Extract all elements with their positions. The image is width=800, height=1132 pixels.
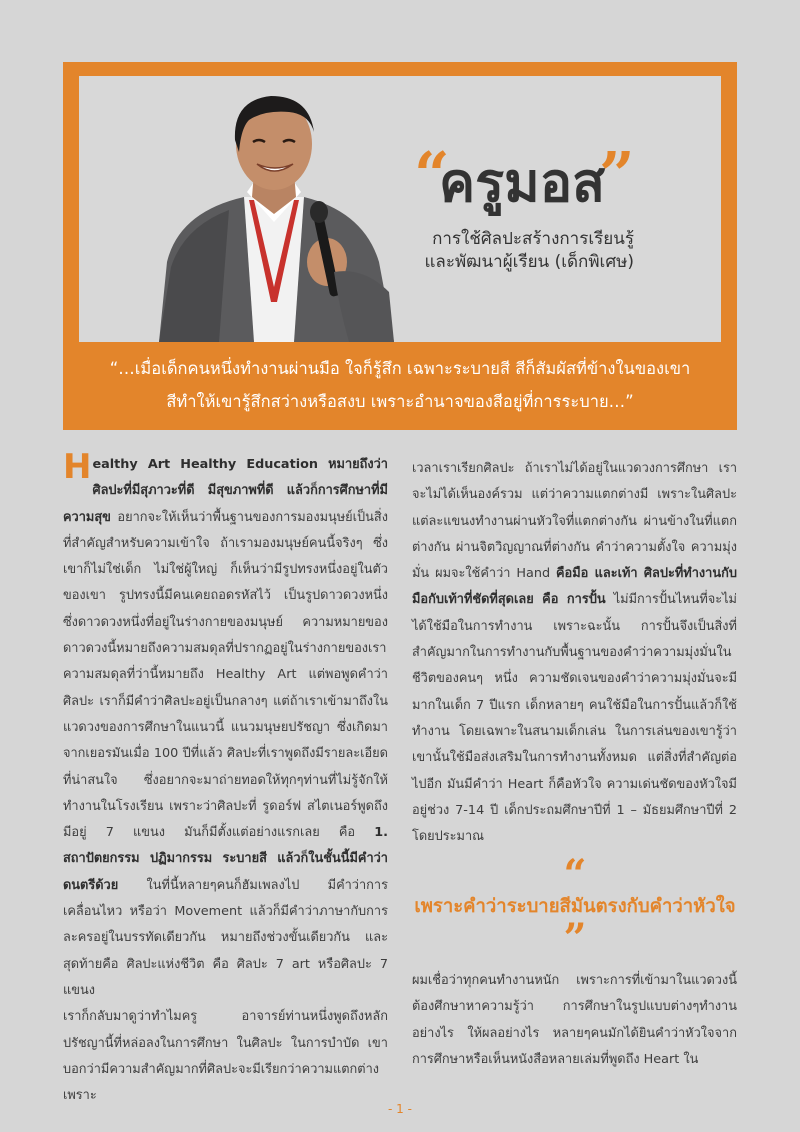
banner-quote-line-1: “…เมื่อเด็กคนหนึ่งทำงานผ่านมือ ใจก็รู้สึก เฉพาะระบายสี สีก็สัมผัสที่ข้างในของเขา (109, 359, 691, 378)
portrait-photo (149, 92, 399, 342)
paragraph: ผมเชื่อว่าทุกคนทำงานหนัก เพราะการที่เข้ามาในแวดวงนี้ต้องศึกษาหาความรู้ว่า การศึกษาในรูปแบบต่างๆทำงานอย่างไร ให้ผลอย่างไร หลายๆคนมักได้ยินคำว่าหัวใจจาก การศึกษาหรือเห็นหนังสือหลายเล่มที่พูดถึง Heart ใน (412, 973, 737, 1067)
pull-quote (405, 851, 745, 962)
subtitle-line-2: และพัฒนาผู้เรียน (เด็กพิเศษ) (424, 252, 634, 272)
body-text: อยากจะให้เห็นว่าพื้นฐานของการมองมนุษย์เป็นสิ่งที่สำคัญสำหรับความเข้าใจ ถ้าเรามองมนุษย์คนนี้จริงๆ ซึ่งเขาก็ไม่ใช่เด็ก ไม่ใช่ผู้ใหญ่ ก็เห็นว่ามีรูปทรงหนึ่งอยู่ในตัวของเขา รูปทรงนี้มีคนเคยถอดรหัสไว้ เป็นรูปดาวดวงหนึ่ง ซึ่งดาวดวงหนึ่งที่อยู่ในร่างกายของมนุษย์ ความหมายของดาวดวงนี้หมายถึงความสมดุลที่ปรากฏอยู่ในร่างกายของเรา ความสมดุลที่ว่านี้หมายถึง Healthy Art แต่พอพูดคำว่าศิลปะ เราก็มีคำว่าศิลปะอยู่เป็นกลางๆ แต่ถ้าเราเข้ามาถึงในแวดวงของการศึกษาในแนวนี้ แนวมนุษยปรัชญา ซึ่งเกิดมาจากเยอรมันเมื่อ 100 ปีที่แล้ว ศิลปะที่เราพูดถึงมีรายละเอียดที่น่าสนใจ ซึ่งอยากจะมาถ่ายทอดให้ทุกๆท่านที่ไม่รู้จักให้ทำงานในโรงเรียน เพราะว่าศิลปะที่ รูดอร์ฟ สไตเนอร์พูดถึง มีอยู่ 7 แขนง มันก็มีตั้งแต่อย่างแรกเลย คือ (63, 509, 388, 841)
drop-cap: H (63, 447, 92, 487)
body-text: ในที่นี้หลายๆคนก็ฮัมเพลงไป มีคำว่าการเคลื่อนไหว หรือว่า Movement แล้วก็มีคำว่าภาษากับการละครอยู่ในบรรทัดเดียวกัน หมายถึงช่วงขั้นเดียวกัน และสุดท้ายคือ ศิลปะแห่งชีวิต คือ ศิลปะ 7 art หรือศิลปะ 7 แขนง (63, 877, 388, 998)
banner-quote-line-2: สีทำให้เขารู้สึกสว่างหรือสงบ เพราะอำนาจของสีอยู่ที่การระบาย…” (166, 392, 634, 411)
title-open-quote: “ (414, 138, 450, 211)
body-text: เวลาเราเรียกศิลปะ ถ้าเราไม่ได้อยู่ในแวดวงการศึกษา เราจะไม่ได้เห็นองค์รวม แต่ว่าความแตกต่างมี เพราะในศิลปะแต่ละแขนงทำงานผ่านหัวใจที่แตกต่างกัน ผ่านข้างในที่แตกต่างกัน ผ่านจิตวิญญาณที่ต่างกัน คำว่าความตั้งใจ ความมุ่งมั่น ผมจะใช้คำว่า Hand (412, 461, 737, 582)
title-close-quote: ” (599, 138, 635, 211)
page-number: - 1 - (388, 1102, 412, 1116)
subtitle-line-1: การใช้ศิลปะสร้างการเรียนรู้ (432, 229, 634, 249)
banner-quote (63, 352, 737, 422)
pull-quote-text: เพราะคำว่าระบายสีมันตรงกับคำว่าหัวใจ (414, 896, 736, 917)
left-column (63, 447, 388, 1109)
right-column (412, 456, 737, 850)
paragraph (412, 456, 737, 850)
bold-text: คือมือ และเท้า ศิลปะที่ทำงานกับมือกับเท้าที่ชัดที่สุดเลย คือ การปั้น (412, 566, 737, 608)
page-title: ครูมอส (439, 151, 606, 214)
header-banner (63, 62, 737, 430)
body-text: ไม่มีการปั้นไหนที่จะไม่ได้ใช้มือในการทำงาน เพราะฉะนั้น การปั้นจึงเป็นสิ่งที่สำคัญมากในการทำงานกับพื้นฐานของคำว่าความมุ่งมั่นในชีวิตของคนๆ หนึ่ง ความชัดเจนของคำว่าความมุ่งมั่นจะมีมากในเด็ก 7 ปีแรก เด็กหลายๆ คนใช้มือในการปั้นแล้วก็ใช้ทำงาน โดยเฉพาะในสนามเด็กเล่น ในการเล่นของเขารู้ว่าเขานั้นใช้มือส่งเสริมในการทำงานทั้งหมด แต่สิ่งที่สำคัญต่อไปอีก มันมีคำว่า Heart ก็คือหัวใจ ความเด่นชัดของหัวใจมีอยู่ช่วง 7-14 ปี เด็กประถมศึกษาปีที่ 1 – มัธยมศึกษาปีที่ 2 โดยประมาณ (412, 592, 737, 845)
subtitle (424, 228, 634, 274)
paragraph (63, 447, 388, 1004)
pull-quote-open: “ (563, 851, 587, 898)
bold-text: 1. สถาปัตยกรรม ปฏิมากรรม ระบายสี แล้วก็ในชั้นนี้มีคำว่าดนตรีด้วย (63, 825, 388, 893)
right-column-bottom (412, 968, 737, 1073)
header-panel (79, 76, 721, 342)
paragraph: เราก็กลับมาดูว่าทำไมครู อาจารย์ท่านหนึ่งพูดถึงหลักปรัชญานี้ที่หล่อลงในการศึกษา ในศิลปะ ในการบำบัด เขาบอกว่ามีความสำคัญมากที่ศิลปะจะมีเรียกว่าความแตกต่าง เพราะ (63, 1009, 388, 1104)
lead-bold-text: ealthy Art Healthy Education หมายถึงว่าศิลปะที่มีสุภาวะที่ดี มีสุขภาพที่ดี แล้วก็การศึกษาที่มีความสุข (63, 457, 388, 525)
pull-quote-close: ” (563, 915, 587, 962)
